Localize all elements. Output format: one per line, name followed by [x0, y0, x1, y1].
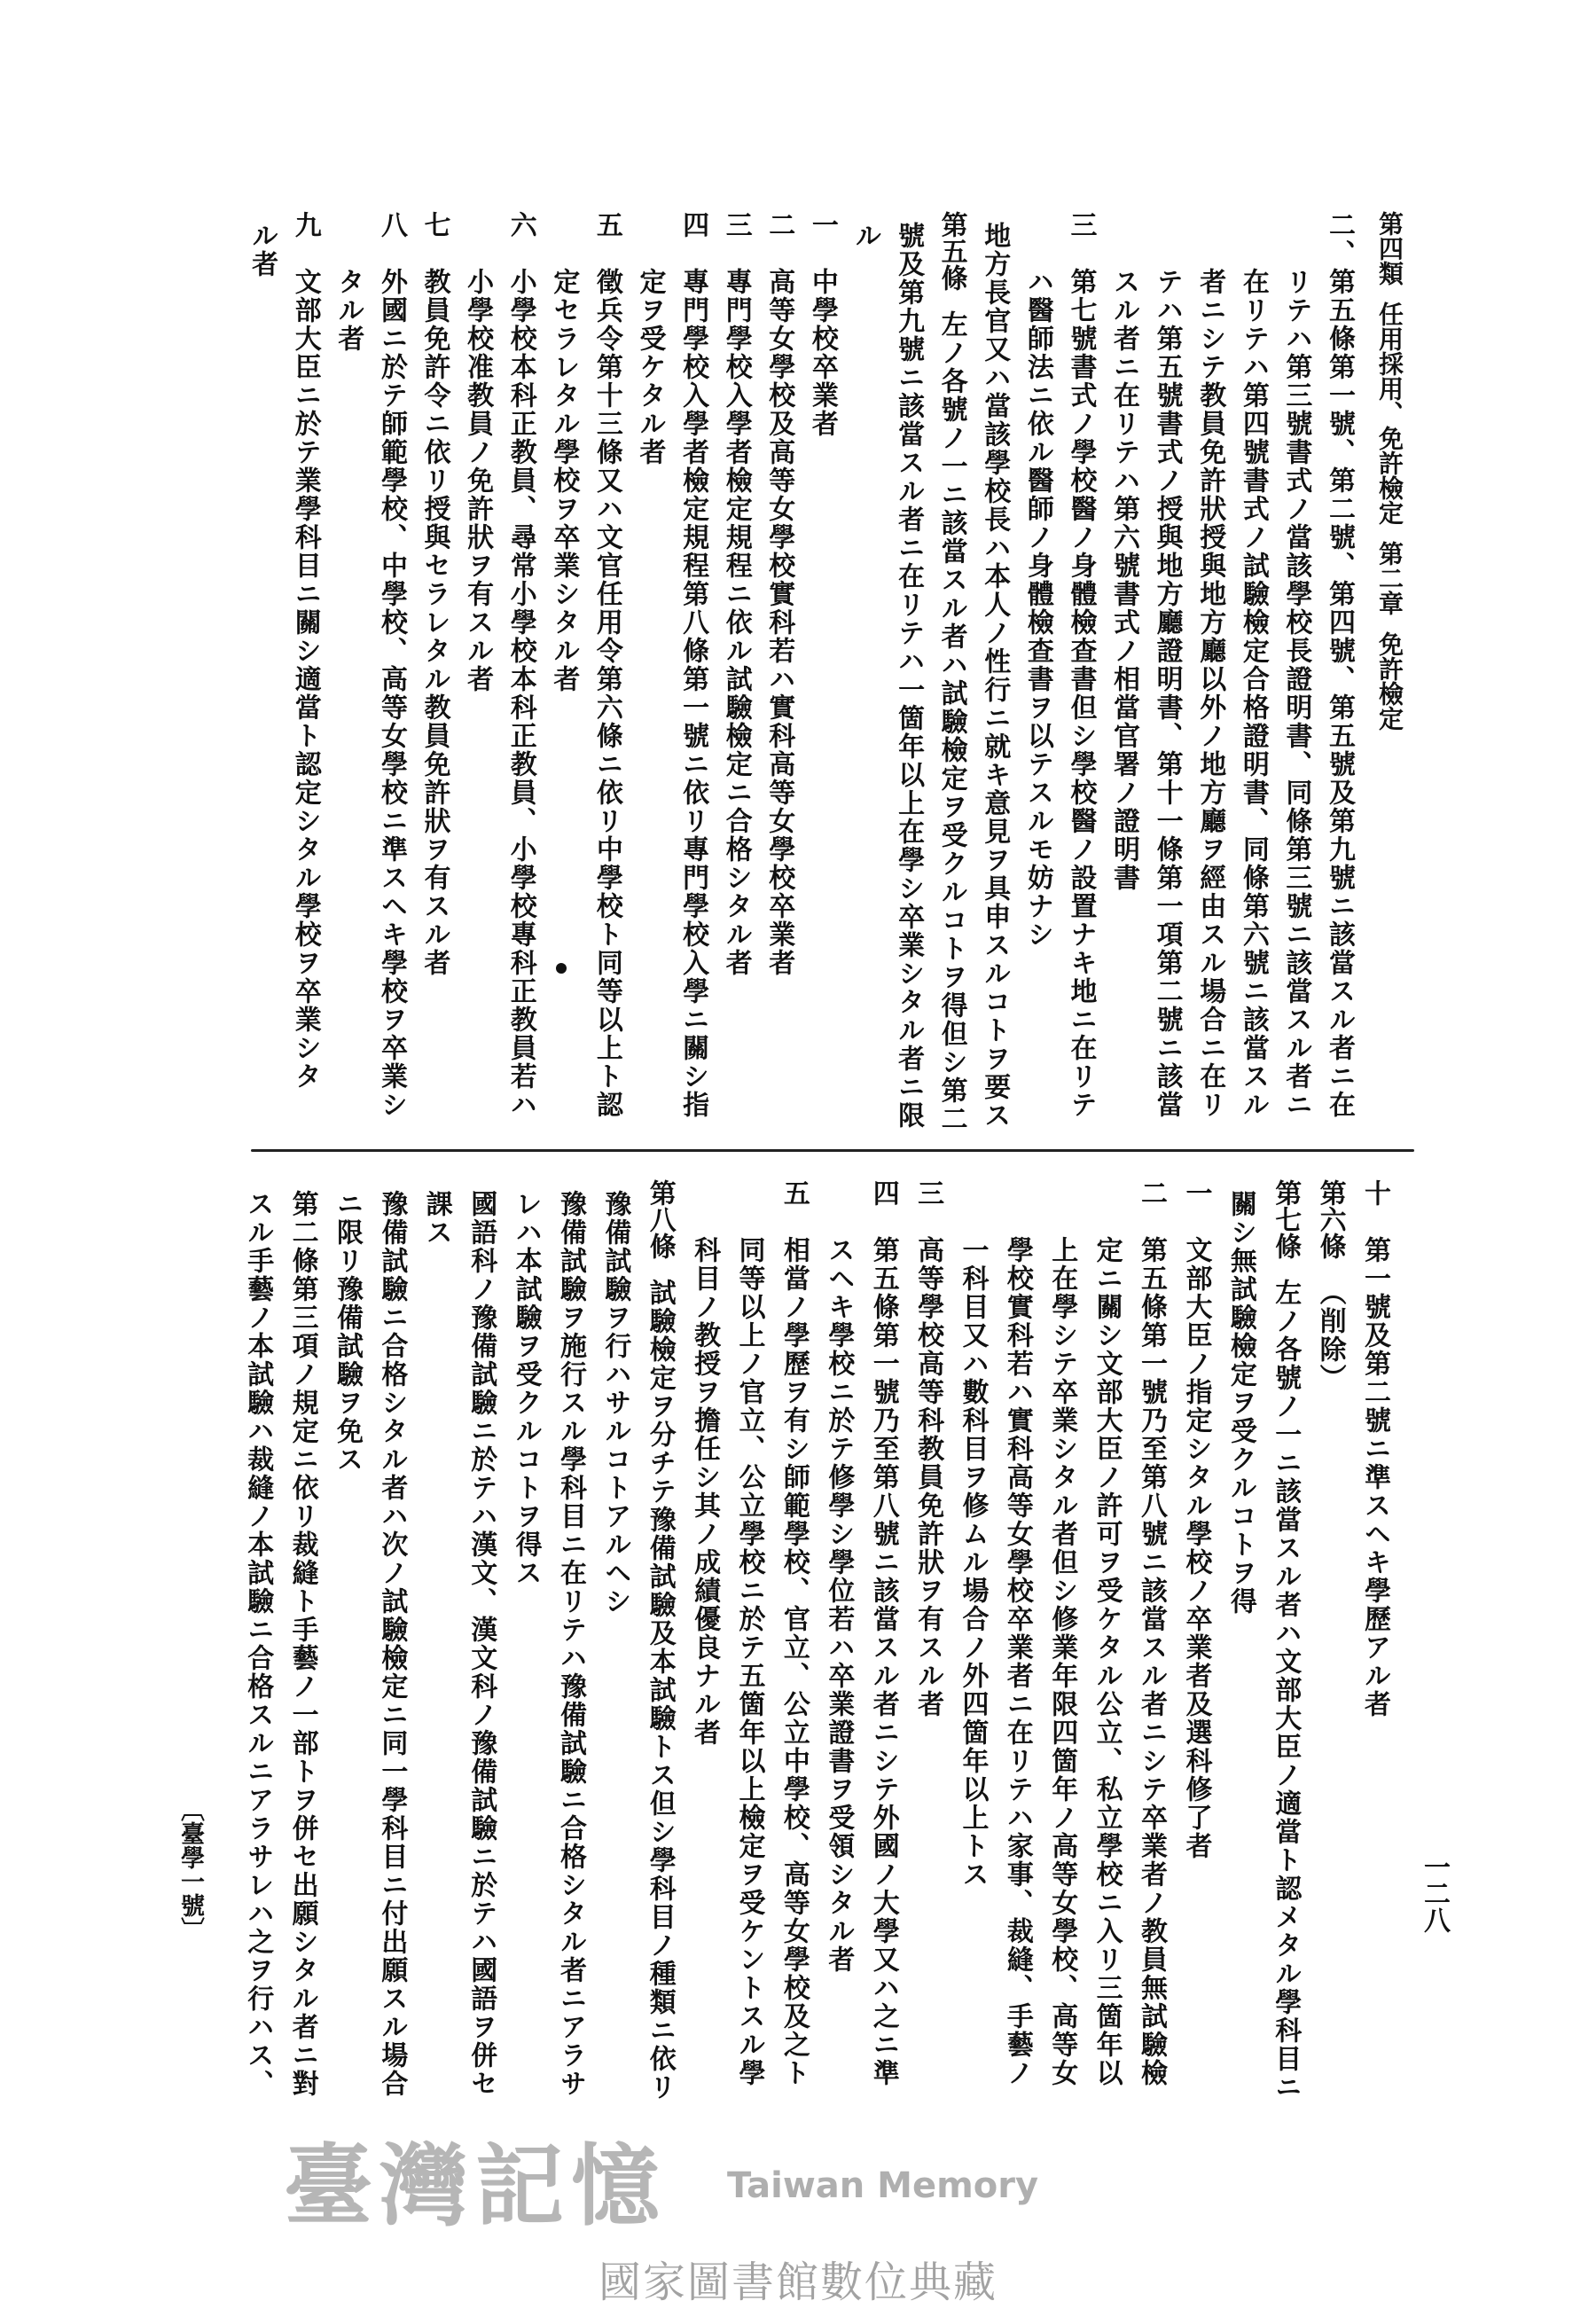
column-text: 關シ無試驗檢定ヲ受クルコトヲ得	[1224, 1190, 1256, 1616]
column-text: 定ニ關シ文部大臣ノ許可ヲ受ケタル公立、私立學校ニ入リ三箇年以	[1091, 1236, 1123, 2087]
text-column-item	[584, 211, 628, 1160]
text-column-article-continued	[1217, 1179, 1262, 2128]
text-column-article-continued	[325, 1179, 369, 2128]
text-column-article-continued	[548, 1179, 592, 2128]
item-number: 三	[1065, 211, 1097, 239]
text-column-article-continued	[973, 211, 1016, 1160]
text-column-item-continued	[1039, 1179, 1084, 2128]
lower-text-block	[235, 1179, 1396, 2128]
column-text: 高等學校高等科教員免許狀ヲ有スル者	[912, 1236, 944, 1718]
column-text: 徵兵令第十三條又ハ文官任用令第六條ニ依リ中學校ト同等以上ト認	[591, 268, 622, 1119]
item-number: 八	[375, 211, 407, 239]
item-number: 二	[1136, 1179, 1168, 1208]
item-number: 十	[1359, 1179, 1390, 1208]
column-text: ニ限リ豫備試驗ヲ免ス	[332, 1190, 364, 1474]
item-number: 一	[1180, 1179, 1212, 1208]
column-text: 小學校本科正教員、尋常小學校本科正教員、小學校專科正教員若ハ	[505, 268, 536, 1119]
column-text: テハ第五號書式ノ授與地方廳證明書、第十一條第一項第二號ニ該當	[1151, 268, 1183, 1119]
text-column-item	[498, 211, 542, 1160]
text-column-article-continued	[503, 1179, 547, 2128]
column-text: 左ノ各號ノ一ニ該當スル者ハ文部大臣ノ適當ト認メタル學科目ニ	[1270, 1279, 1302, 2102]
item-number: 七	[419, 211, 450, 239]
item-number: 四	[867, 1179, 899, 1208]
column-text: 在リテハ第四號書式ノ試驗檢定合格證明書、同條第六號ニ該當スル	[1237, 268, 1269, 1119]
text-column-article-continued	[592, 1179, 637, 2128]
text-column-item	[1352, 1179, 1396, 2128]
item-number: 五	[591, 211, 622, 239]
column-text: 相當ノ學歷ヲ有シ師範學校、官立、公立中學校、高等女學校及之ト	[778, 1236, 810, 2087]
column-text: 豫備試驗ニ合格シタル者ハ次ノ試驗檢定ニ同一學科目ニ付出願スル場合	[376, 1190, 408, 2098]
column-text: 中學校卒業者	[806, 268, 838, 438]
text-column-item-continued	[1145, 211, 1188, 1160]
item-number: 四	[677, 211, 709, 239]
text-column-item	[714, 211, 757, 1160]
column-text: 第五條第一號乃至第八號ニ該當スル者ニシテ外國ノ大學又ハ之ニ準	[867, 1236, 899, 2087]
text-column-item-continued	[726, 1179, 771, 2128]
header-category: 第四類	[1375, 211, 1404, 286]
text-column-item-continued	[628, 211, 671, 1160]
column-text: タル者	[332, 268, 364, 353]
column-text: 上在學シテ卒業シタル者但シ修業年限四箇年ノ高等女學校、高等女	[1046, 1236, 1078, 2087]
column-text: 同等以上ノ官立、公立學校ニ於テ五箇年以上檢定ヲ受ケントスル學	[733, 1236, 765, 2087]
column-text: 學校實科若ハ實科高等女學校卒業者ニ在リテハ家事、裁縫、手藝ノ	[1001, 1236, 1033, 2087]
column-text: 小學校准教員ノ免許狀ヲ有スル者	[462, 268, 494, 693]
text-column-item	[860, 1179, 904, 2128]
text-column-article-continued	[413, 1179, 458, 2128]
text-column-item-continued	[1274, 211, 1318, 1160]
text-column-item-continued	[1188, 211, 1232, 1160]
page-number: 一二八	[1419, 1853, 1450, 1933]
text-column-item	[771, 1179, 816, 2128]
text-column-item-continued	[994, 1179, 1038, 2128]
column-text: 地方長官又ハ當該學校長ハ本人ノ性行ニ就キ意見ヲ具申スルコトヲ要ス	[979, 222, 1011, 1130]
text-column-article-continued	[458, 1179, 503, 2128]
running-header	[1368, 211, 1411, 747]
text-column-item	[800, 211, 843, 1160]
article-label: 第八條	[644, 1179, 676, 1259]
column-text: 專門學校入學者檢定規程ニ依ル試驗檢定ニ合格シタル者	[720, 268, 752, 977]
text-column-item	[1129, 1179, 1173, 2128]
text-column-article	[1263, 1179, 1307, 2128]
column-text: 國語科ノ豫備試驗ニ於テハ漢文、漢文科ノ豫備試驗ニ於テハ國語ヲ併セ	[466, 1190, 497, 2098]
archive-credit-watermark: 國家圖書館數位典藏	[598, 2258, 998, 2307]
article-label: 第七條	[1270, 1179, 1302, 1259]
text-column-item	[412, 211, 456, 1160]
text-column-article-continued	[235, 1179, 279, 2128]
text-column-item-continued	[326, 211, 370, 1160]
column-text: スル者ニ在リテハ第六號書式ノ相當官署ノ證明書	[1108, 268, 1140, 892]
text-column-item	[369, 211, 412, 1160]
text-column-item	[283, 211, 326, 1160]
text-column-item	[1059, 211, 1102, 1160]
item-number: 三	[912, 1179, 944, 1208]
column-text: 文部大臣ノ指定シタル學校ノ卒業者及選科修了者	[1180, 1236, 1212, 1860]
text-column-article	[1307, 1179, 1351, 2128]
text-column-item-continued	[1015, 211, 1059, 1160]
column-text: 文部大臣ニ於テ業學科目ニ關シ適當ト認定シタル學校ヲ卒業シタ	[289, 268, 321, 1091]
column-text: 課ス	[420, 1190, 452, 1247]
column-text: スル手藝ノ本試驗ハ裁縫ノ本試驗ニ合格スルニアラサレハ之ヲ行ハス、	[242, 1190, 274, 2098]
column-text: 左ノ各號ノ一ニ該當スル者ハ試驗檢定ヲ受クルコトヲ得但シ第二	[935, 310, 967, 1133]
text-column-item-continued	[816, 1179, 860, 2128]
column-text: 豫備試驗ヲ施行スル學科目ニ在リテハ豫備試驗ニ合格シタル者ニアラサ	[554, 1190, 586, 2098]
column-text: 教員免許令ニ依リ授與セラレタル教員免許狀ヲ有スル者	[419, 268, 450, 977]
column-text: 第七號書式ノ學校醫ノ身體檢查書但シ學校醫ノ設置ナキ地ニ在リテ	[1065, 268, 1097, 1119]
column-text: 定セラレタル學校ヲ卒業シタル者	[548, 268, 580, 693]
text-column-article-continued	[240, 211, 284, 1160]
header-chapter-title: 免許檢定	[1375, 631, 1404, 731]
text-column-item-continued	[542, 211, 585, 1160]
upper-text-block	[240, 211, 1360, 1160]
text-column-item	[671, 211, 715, 1160]
column-text: 豫備試驗ヲ行ハサルコトアルヘシ	[599, 1190, 631, 1616]
header-section: 任用採用、免許檢定	[1375, 301, 1404, 525]
taiwan-memory-watermark-logo: 臺灣記憶	[284, 2133, 667, 2238]
column-text: スヘキ學校ニ於テ修學シ學位若ハ卒業證書ヲ受領シタル者	[823, 1236, 855, 1974]
text-column-article	[637, 1179, 681, 2128]
text-column-article-continued	[369, 1179, 413, 2128]
item-number: 三	[720, 211, 752, 239]
header-chapter: 第二章	[1375, 541, 1404, 615]
text-column-item-continued	[950, 1179, 994, 2128]
column-text: ル	[849, 222, 881, 250]
text-column-item-continued	[456, 211, 499, 1160]
column-text: 科目ノ教授ヲ擔任シ其ノ成績優良ナル者	[689, 1236, 721, 1747]
column-text: 定ヲ受ケタル者	[634, 268, 666, 466]
column-text: 者ニシテ教員免許狀授與地方廳以外ノ地方廳ヲ經由スル場合ニ在リ	[1194, 268, 1226, 1119]
article-label: 第五條	[935, 211, 967, 291]
column-text: リテハ第三號書式ノ當該學校長證明書、同條第三號ニ該當スル者ニ	[1280, 268, 1312, 1119]
text-column-item-continued	[1231, 211, 1274, 1160]
text-column-item	[905, 1179, 950, 2128]
column-text: ハ醫師法ニ依ル醫師ノ身體檢查書ヲ以テスルモ妨ナシ	[1021, 268, 1053, 949]
text-column-item-continued	[1101, 211, 1145, 1160]
column-text: 號及第九號ニ該當スル者ニ在リテハ一箇年以上在學シ卒業シタル者ニ限	[893, 222, 925, 1130]
print-mark: 〔臺學一號〕	[176, 1797, 204, 1941]
column-text: 一科目又ハ數科目ヲ修ムル場合ノ外四箇年以上トス	[957, 1236, 989, 1889]
text-column-article-continued	[886, 211, 929, 1160]
text-column-article	[929, 211, 973, 1160]
item-number: 五	[778, 1179, 810, 1208]
item-number: 二、	[1324, 211, 1355, 268]
ink-spot	[556, 963, 567, 974]
column-text: レハ本試驗ヲ受クルコトヲ得ス	[510, 1190, 542, 1587]
text-column-item-continued	[682, 1179, 726, 2128]
text-column-item	[1173, 1179, 1217, 2128]
text-column-item	[757, 211, 801, 1160]
taiwan-memory-watermark-text: Taiwan Memory	[727, 2165, 1039, 2206]
column-text: 第一號及第二號ニ準スヘキ學歷アル者	[1359, 1236, 1390, 1718]
column-text: （削除）	[1314, 1279, 1346, 1392]
column-text: 專門學校入學者檢定規程第八條第一號ニ依リ專門學校入學ニ關シ指	[677, 268, 709, 1119]
column-text: 第二條第三項ノ規定ニ依リ裁縫ト手藝ノ一部トヲ併セ出願シタル者ニ對	[286, 1190, 318, 2098]
text-column-article-continued	[279, 1179, 324, 2128]
article-label: 第六條	[1314, 1179, 1346, 1259]
column-text: ル者	[246, 222, 278, 278]
item-number: 一	[806, 211, 838, 239]
item-number: 二	[763, 211, 795, 239]
column-text: 高等女學校及高等女學校實科若ハ實科高等女學校卒業者	[763, 268, 795, 977]
item-number: 六	[505, 211, 536, 239]
column-text: 試驗檢定ヲ分チテ豫備試驗及本試驗トス但シ學科目ノ種類ニ依リ	[644, 1279, 676, 2102]
column-text: 外國ニ於テ師範學校、中學校、高等女學校ニ準スヘキ學校ヲ卒業シ	[375, 268, 407, 1119]
column-text: 第五條第一號乃至第八號ニ該當スル者ニシテ卒業者ノ教員無試驗檢	[1136, 1236, 1168, 2087]
text-column-item-continued	[1084, 1179, 1128, 2128]
text-column-item	[1317, 211, 1360, 1160]
text-column-article-continued	[843, 211, 887, 1160]
item-number: 九	[289, 211, 321, 239]
section-divider-rule	[251, 1149, 1414, 1152]
column-text: 第五條第一號、第二號、第四號、第五號及第九號ニ該當スル者ニ在	[1324, 268, 1355, 1119]
